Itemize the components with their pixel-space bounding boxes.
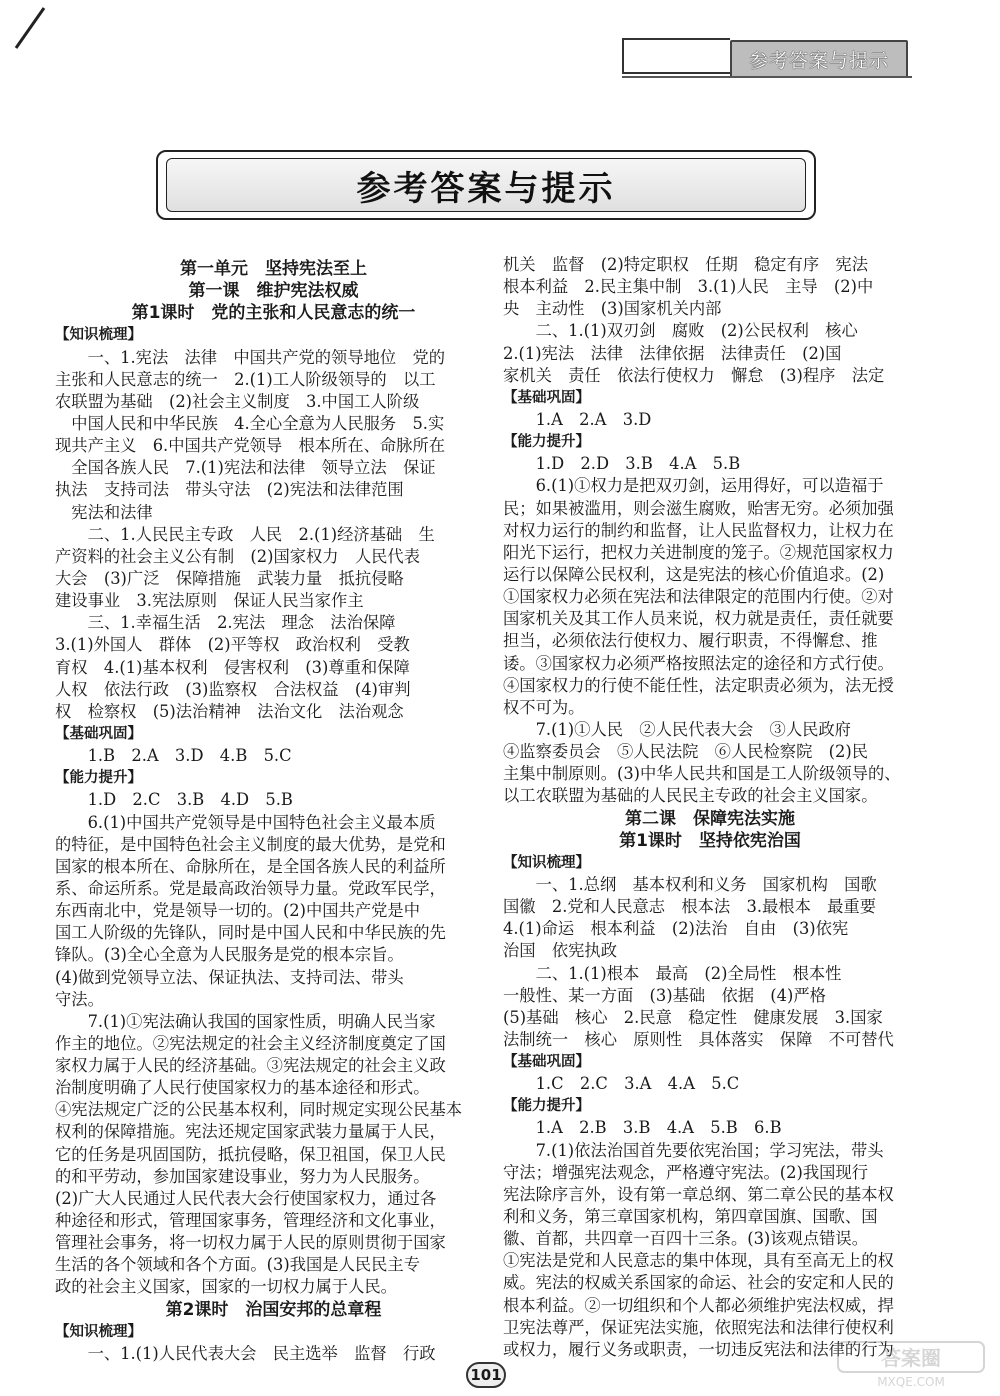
text-line: ①国家权力必须在宪法和法律限定的范围内行使。②对	[503, 587, 894, 607]
text-line: 以工农联盟为基础的人民民主专政的社会主义国家。	[503, 786, 878, 806]
text-line: 全国各族人民 7.(1)宪法和法律 领导立法 保证	[55, 458, 436, 478]
text-line: 4.(1)命运 根本利益 (2)法治 自由 (3)依宪	[503, 919, 849, 939]
header-rule	[622, 76, 912, 78]
page-number: 101	[466, 1362, 506, 1388]
text-line: 作主的地位。②宪法规定的社会主义经济制度奠定了国	[55, 1033, 446, 1053]
text-line: 国家机关及其工作人员来说，权力就是责任，责任就要	[503, 609, 894, 629]
section-heading: 第一单元 坚持宪法至上	[180, 259, 367, 279]
section-label: 【能力提升】	[503, 434, 590, 451]
left-column	[55, 258, 492, 1365]
text-line: 对权力运行的制约和监督，让人民监督权力，让权力在	[503, 520, 894, 540]
text-line: 宪法除序言外，设有第一章总纲、第二章公民的基本权	[503, 1184, 894, 1204]
page-title: 参考答案与提示	[166, 158, 806, 212]
section-heading: 第二课 保障宪法实施	[625, 808, 795, 829]
text-line: 种途径和形式，管理国家事务，管理经济和文化事业，	[55, 1211, 446, 1231]
text-line: 1.B 2.A 3.D 4.B 5.C	[55, 746, 292, 766]
text-line: 二、1.(1)根本 最高 (2)全局性 根本性	[503, 963, 842, 983]
text-line: 产资料的社会主义公有制 (2)国家权力 人民代表	[55, 546, 420, 566]
section-heading: 第一课 维护宪法权威	[188, 281, 359, 302]
text-line: 国徽 2.党和人民意志 根本法 3.最根本 最重要	[503, 897, 876, 917]
text-line: 威。宪法的权威关系国家的命运、社会的安定和人民的	[503, 1273, 894, 1293]
text-line: 的特征，是中国特色社会主义制度的最大优势，是党和	[55, 834, 446, 854]
section-label: 【知识梳理】	[55, 1323, 142, 1340]
text-line: 中国人民和中华民族 4.全心全意为人民服务 5.实	[55, 413, 445, 433]
text-line: 2.(1)宪法 法律 法律依据 法律责任 (2)国	[503, 343, 842, 363]
text-line: 担当，必须依法行使权力、履行职责，不得懈怠、推	[503, 631, 878, 651]
section-label: 【能力提升】	[55, 770, 142, 787]
text-line: 1.D 2.D 3.B 4.A 5.B	[503, 454, 741, 474]
text-line: 现共产主义 6.中国共产党领导 根本所在、命脉所在	[55, 436, 446, 456]
text-line: 利和义务，第三章国家机构，第四章国旗、国歌、国	[503, 1207, 878, 1227]
text-line: 政的社会主义国家，国家的一切权力属于人民。	[55, 1277, 397, 1297]
watermark-logo	[836, 1340, 986, 1388]
text-line: 大会 (3)广泛 保障措施 武装力量 抵抗侵略	[55, 568, 404, 588]
section-label: 【基础巩固】	[503, 389, 590, 406]
section-heading: 第1课时 党的主张和人民意志的统一	[131, 303, 416, 324]
watermark-url: MXQE.COM	[877, 1375, 945, 1388]
text-line: 机关 监督 (2)特定职权 任期 稳定有序 宪法	[503, 255, 868, 274]
text-line: (2)广大人民通过人民代表大会行使国家权力，通过各	[55, 1188, 437, 1208]
section-label: 【知识梳理】	[503, 854, 590, 871]
text-line: 6.(1)①权力是把双刃剑，运用得好，可以造福于	[503, 476, 884, 496]
text-line: 二、1.人民民主专政 人民 2.(1)经济基础 生	[55, 524, 435, 544]
text-line: 运行以保障公民权利，这是宪法的核心价值追求。(2)	[503, 564, 885, 584]
text-line: 一、1.总纲 基本权利和义务 国家机构 国歌	[503, 874, 877, 894]
text-line: 3.(1)外国人 群体 (2)平等权 政治权利 受教	[55, 635, 410, 655]
text-line: 主张和人民意志的统一 2.(1)工人阶级领导的 以工	[55, 369, 436, 389]
text-line: 一般性、某一方面 (3)基础 依据 (4)严格	[503, 985, 826, 1005]
text-line: 主集中制原则。(3)中华人民共和国是工人阶级领导的、	[503, 764, 901, 784]
text-line: 家机关 责任 依法行使权力 懈怠 (3)程序 法定	[503, 365, 885, 385]
text-line: 东西南北中，党是领导一切的。(2)中国共产党是中	[55, 901, 420, 921]
text-line: 民；如果被滥用，则会滋生腐败，贻害无穷。必须加强	[503, 498, 894, 518]
section-heading: 第1课时 坚持依宪治国	[619, 830, 801, 851]
text-line: 7.(1)①人民 ②人民代表大会 ③人民政府	[503, 719, 851, 739]
text-line: 权不可为。	[503, 697, 585, 717]
text-line: 建设事业 3.宪法原则 保证人民当家作主	[55, 591, 364, 611]
text-line: 7.(1)①宪法确认我国的国家性质，明确人民当家	[55, 1011, 436, 1031]
right-column	[503, 254, 917, 1361]
text-line: 卫宪法尊严，保证宪法实施，依照宪法和法律行使权利	[503, 1317, 894, 1337]
text-line: 央 主动性 (3)国家机关内部	[503, 299, 722, 319]
text-line: 1.A 2.A 3.D	[503, 409, 652, 429]
text-line: 生活的各个领域和各个方面。(3)我国是人民民主专	[55, 1255, 420, 1275]
text-line: ④监察委员会 ⑤人民法院 ⑥人民检察院 (2)民	[503, 742, 868, 762]
text-line: 或权力，履行义务或职责，一切违反宪法和法律的行为	[503, 1339, 894, 1359]
text-line: 6.(1)中国共产党领导是中国特色社会主义最本质	[55, 812, 436, 832]
text-line: 根本利益 2.民主集中制 3.(1)人民 主导 (2)中	[503, 277, 874, 297]
text-line: 诿。③国家权力必须严格按照法定的途径和方式行使。	[503, 653, 894, 673]
text-line: 守法。	[55, 989, 104, 1009]
text-line: 1.D 2.C 3.B 4.D 5.B	[55, 790, 293, 810]
text-line: 管理社会事务，将一切权力属于人民的原则贯彻于国家	[55, 1233, 446, 1253]
text-line: 权利的保障措施。宪法还规定国家武装力量属于人民，	[55, 1122, 446, 1142]
text-line: 育权 4.(1)基本权利 侵害权利 (3)尊重和保障	[55, 657, 410, 677]
text-line: 三、1.幸福生活 2.宪法 理念 法治保障	[55, 613, 396, 633]
text-line: 7.(1)依法治国首先要依宪治国；学习宪法，带头	[503, 1140, 884, 1160]
section-heading: 第2课时 治国安邦的总章程	[165, 1299, 382, 1320]
text-line: 一、1.宪法 法律 中国共产党的领导地位 党的	[55, 347, 446, 367]
text-line: 锋队。(3)全心全意为人民服务是党的根本宗旨。	[55, 945, 404, 965]
section-label: 【能力提升】	[503, 1098, 590, 1115]
text-line: 人权 依法行政 (3)监察权 合法权益 (4)审判	[55, 679, 411, 699]
header-blank-box	[622, 38, 730, 74]
text-line: 的和平劳动，参加国家建设事业，努力为人民服务。	[55, 1166, 430, 1186]
text-line: 治制度明确了人民行使国家权力的基本途径和形式。	[55, 1078, 430, 1098]
text-line: 1.C 2.C 3.A 4.A 5.C	[503, 1074, 740, 1094]
text-line: 1.A 2.B 3.B 4.A 5.B 6.B	[503, 1118, 782, 1138]
text-line: 守法；增强宪法观念，严格遵守宪法。(2)我国现行	[503, 1162, 868, 1182]
text-line: 国家的根本所在、命脉所在，是全国各族人民的利益所	[55, 856, 446, 876]
text-line: 二、1.(1)双刃剑 腐败 (2)公民权利 核心	[503, 321, 858, 341]
text-line: (4)做到党领导立法、保证执法、支持司法、带头	[55, 967, 404, 987]
text-line: 法制统一 核心 原则性 具体落实 保障 不可替代	[503, 1029, 894, 1049]
text-line: ④宪法规定广泛的公民基本权利，同时规定实现公民基本	[55, 1100, 463, 1120]
header-tab: 参考答案与提示	[730, 40, 908, 78]
text-line: ④国家权力的行使不能任性，法定职责必须为，法无授	[503, 675, 894, 695]
text-line: 根本利益。②一切组织和个人都必须维护宪法权威，捍	[503, 1295, 894, 1315]
watermark-text: 答案圈	[881, 1346, 941, 1370]
text-line: 家权力属于人民的经济基础。③宪法规定的社会主义政	[55, 1056, 446, 1076]
text-line: 一、1.(1)人民代表大会 民主选举 监督 行政	[55, 1343, 436, 1363]
text-line: 宪法和法律	[55, 502, 153, 522]
text-line: 阳光下运行，把权力关进制度的笼子。②规范国家权力	[503, 542, 894, 562]
text-line: 它的任务是巩固国防，抵抗侵略，保卫祖国，保卫人民	[55, 1144, 446, 1164]
section-label: 【基础巩固】	[55, 725, 142, 742]
text-line: 执法 支持司法 带头守法 (2)宪法和法律范围	[55, 480, 404, 500]
text-line: (5)基础 核心 2.民意 稳定性 健康发展 3.国家	[503, 1007, 883, 1027]
text-line: 农联盟为基础 (2)社会主义制度 3.中国工人阶级	[55, 391, 420, 411]
text-line: 徽、首都，共四章一百四十三条。(3)该观点错误。	[503, 1229, 868, 1249]
decorative-stroke	[0, 0, 60, 60]
text-line: ①宪法是党和人民意志的集中体现，具有至高无上的权	[503, 1251, 894, 1271]
text-line: 治国 依宪执政	[503, 941, 617, 961]
section-label: 【基础巩固】	[503, 1054, 590, 1071]
text-line: 国工人阶级的先锋队，同时是中国人民和中华民族的先	[55, 923, 446, 943]
text-line: 系、命运所系。党是最高政治领导力量。党政军民学，	[55, 878, 446, 898]
text-line: 权 检察权 (5)法治精神 法治文化 法治观念	[55, 701, 404, 721]
section-label: 【知识梳理】	[55, 327, 142, 344]
